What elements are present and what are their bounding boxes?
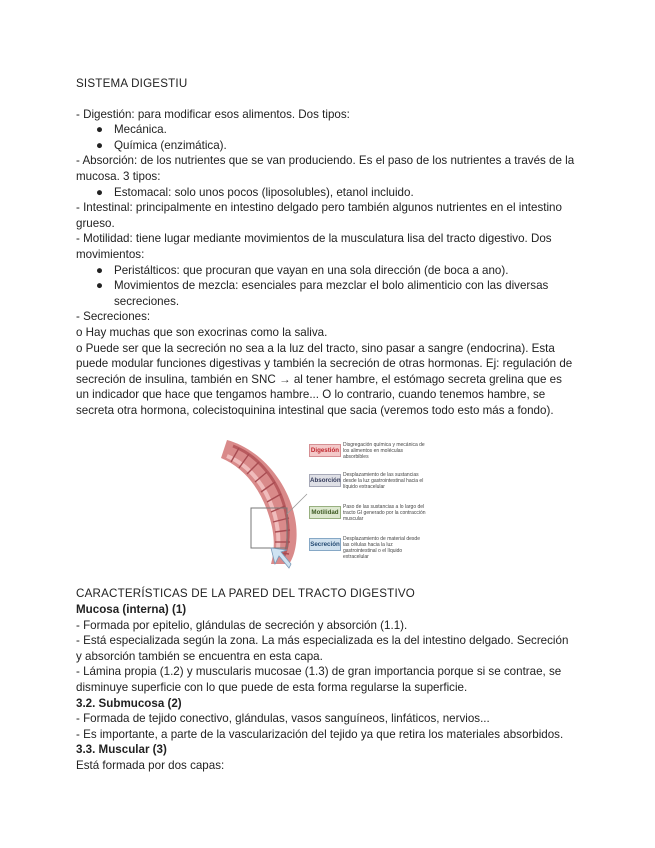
bullet-text: Mecánica. <box>114 123 167 137</box>
secreciones-line: - Secreciones: <box>76 310 151 324</box>
bullet-peristalticos <box>76 263 576 279</box>
bullet-dot: ● <box>96 138 104 152</box>
figure-row-motilidad <box>307 504 429 532</box>
bullet-text: Estomacal: solo unos pocos (liposolubles), etanol incluido. <box>114 185 414 199</box>
doc-title: SISTEMA DIGESTIU <box>76 77 188 90</box>
figure-desc-secrecion: Desplazamiento de material desde las células hacia la luz gastrointestinal o el líquido extracelular <box>343 536 420 561</box>
figure-row-absorcion <box>307 472 429 500</box>
bullet-text: Química (enzimática). <box>114 138 227 152</box>
bullet-mezcla <box>76 278 576 309</box>
figure-row-secrecion <box>307 536 429 564</box>
muscular-line-1: Está formada por dos capas: <box>76 759 225 772</box>
figure-row-digestion <box>307 442 429 470</box>
bullet-dot: ● <box>96 185 104 199</box>
bullet-text: Peristálticos: que procuran que vayan en una sola dirección (de boca a ano). <box>114 263 509 277</box>
digestive-tract-figure <box>217 438 429 572</box>
bullet-quimica <box>76 138 576 154</box>
bullet-text: Movimientos de mezcla: esenciales para mezclar el bolo alimenticio con las diversas secreciones. <box>114 279 549 308</box>
subheading-submucosa: 3.2. Submucosa (2) <box>76 696 182 710</box>
bullet-mecanica <box>76 122 576 138</box>
digestion-line: - Digestión: para modificar esos alimentos. Dos tipos: <box>76 107 350 121</box>
bullet-estomacal <box>76 185 576 201</box>
figure-label-secrecion: Secreción <box>309 538 341 551</box>
figure-label-motilidad: Motilidad <box>309 506 341 519</box>
bullet-dot: ● <box>96 263 104 277</box>
submucosa-line-2: - Es importante, a parte de la vascularización del tejido ya que retira los materiales absorbidos. <box>76 727 564 741</box>
spacer <box>76 572 576 586</box>
figure-label-digestion: Digestión <box>309 444 341 457</box>
section-heading-pared: CARACTERÍSTICAS DE LA PARED DEL TRACTO DIGESTIVO <box>76 587 416 601</box>
document-body <box>76 76 576 774</box>
absorcion-line: - Absorción: de los nutrientes que se van produciendo. Es el paso de los nutrientes a través de la mucosa. 3 tipos: <box>76 154 575 183</box>
figure-label-absorcion: Absorción <box>309 474 341 487</box>
mucosa-line-1: - Formada por epitelio, glándulas de secreción y absorción (1.1). <box>76 618 408 632</box>
submucosa-line-1: - Formada de tejido conectivo, glándulas, vasos sanguíneos, linfáticos, nervios... <box>76 712 490 726</box>
figure-desc-absorcion: Desplazamiento de las sustancias desde la luz gastrointestinal hacia el líquido extracelular <box>343 472 424 491</box>
subheading-muscular: 3.3. Muscular (3) <box>76 743 167 757</box>
secreciones-item-2: o Puede ser que la secreción no sea a la luz del tracto, sino pasar a sangre (endocrina). Esta puede modular funciones digestivas y también la secreción de otras hormonas. Ej: regulación de secreción de insulina, también en SNC → al tener hambre, el estómago secreta grelina que es un indicador que hace que tengamos hambre... O lo contrario, cuando tenemos hambre, se secreta otra hormona, colecistoquinina intestinal que sacia (veremos todo esto más a fondo). <box>76 341 573 417</box>
secreciones-item-1: o Hay muchas que son exocrinas como la saliva. <box>76 325 328 339</box>
motilidad-line: - Motilidad: tiene lugar mediante movimientos de la musculatura lisa del tracto digestivo. Dos movimientos: <box>76 232 552 261</box>
figure-desc-digestion: Disgregación química y mecánica de los alimentos en moléculas absorbibles <box>343 442 425 461</box>
subheading-mucosa: Mucosa (interna) (1) <box>76 603 187 617</box>
mucosa-line-3: - Lámina propia (1.2) y muscularis mucosae (1.3) de gran importancia porque si se contrae, se disminuye superficie con lo que puede de esta forma regularse la superficie. <box>76 665 562 695</box>
figure-desc-motilidad: Paso de las sustancias a lo largo del tracto GI generado por la contracción muscular <box>343 504 426 523</box>
bullet-dot: ● <box>96 279 104 293</box>
intestinal-line: - Intestinal: principalmente en intestino delgado pero también algunos nutrientes en el intestino grueso. <box>76 201 562 230</box>
bullet-dot: ● <box>96 123 104 137</box>
mucosa-line-2: - Está especializada según la zona. La más especializada es la del intestino delgado. Secreción y absorción también se encuentra en esta capa. <box>76 634 569 663</box>
